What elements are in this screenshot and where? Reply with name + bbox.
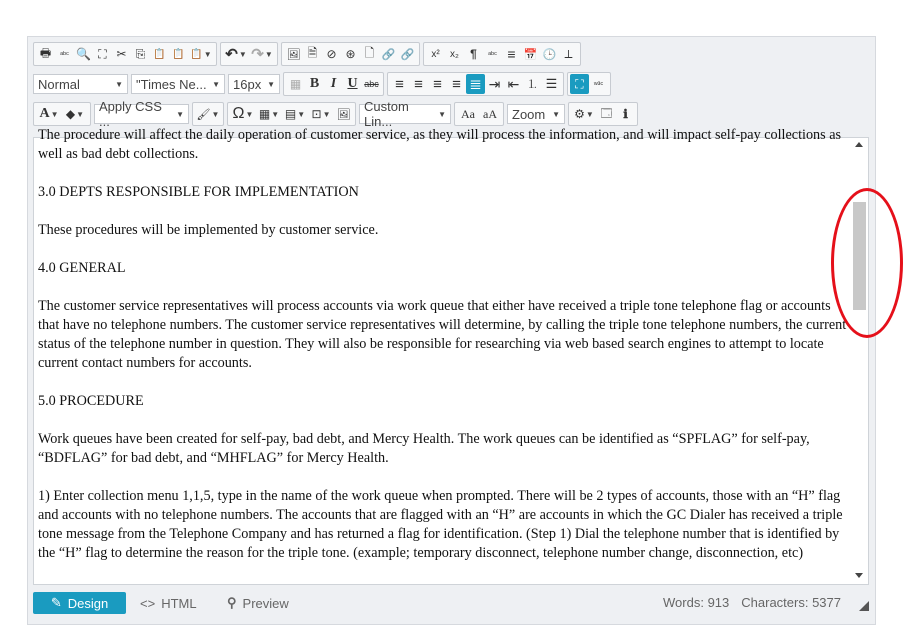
fore-color-icon[interactable] — [36, 104, 62, 124]
insert-image-icon[interactable]: 🖼 — [336, 108, 351, 121]
apply-css-value: Apply CSS ... — [99, 99, 162, 129]
redo-glyph: ↷ — [251, 46, 264, 63]
media-manager-icon[interactable]: ⊛ — [345, 47, 356, 61]
chevron-down-icon: ▼ — [297, 109, 306, 119]
bulleted-list-icon[interactable]: ☰ — [545, 76, 558, 91]
spelling-icon[interactable]: ᵃᵇᶜ — [488, 49, 497, 59]
design-mode-button[interactable] — [33, 592, 126, 614]
paragraph: The procedure will affect the daily operation of customer service, as they will process the information, and will impact self-pay collections as well as bad debt collections. — [38, 127, 842, 162]
custom-links-value: Custom Lin... — [364, 99, 409, 129]
select-element-glyph: ⊡ — [311, 107, 322, 121]
chevron-down-icon: ▼ — [585, 109, 594, 119]
toolbar-row-3 — [33, 101, 641, 127]
module-manager-glyph: ⚙ — [574, 107, 585, 121]
toolbar-group-clipboard — [33, 42, 217, 66]
scroll-up-arrow-icon[interactable] — [855, 142, 863, 147]
spellcheck-icon[interactable]: ᵃᵇᶜ — [60, 49, 69, 59]
chevron-down-icon: ▼ — [115, 79, 123, 89]
apply-css-select[interactable] — [94, 99, 189, 129]
chevron-down-icon: ▼ — [271, 109, 280, 119]
form-glyph: ▤ — [284, 107, 297, 121]
fore-color-glyph: A — [39, 106, 50, 121]
xhtml-validator-icon[interactable]: ʷ³ᶜ — [593, 79, 604, 89]
superscript-icon[interactable]: x² — [431, 48, 440, 60]
paragraph: The customer service representatives will process accounts via work queue that either have received a triple tone telephone flag or accounts that have no telephone numbers. The customer service representatives will determine, by calling the triple tone telephone numbers, the current status of the telephone number in question. They will also be responsible for researching via web based search engines to attempt to locate current contact numbers for accounts. — [38, 298, 847, 371]
paste-icon[interactable]: 📋 — [153, 48, 166, 60]
chevron-down-icon: ▼ — [203, 49, 212, 59]
paste-options-icon[interactable] — [188, 44, 214, 64]
rich-text-editor — [27, 36, 876, 625]
paste-plain-icon[interactable]: 📋 — [172, 48, 185, 60]
custom-links-select[interactable] — [359, 99, 451, 129]
link-manager-icon[interactable]: 🔗 — [381, 48, 396, 61]
toolbar-group-history — [220, 42, 278, 66]
section-heading: 5.0 PROCEDURE — [38, 393, 144, 409]
paragraph: 1) Enter collection menu 1,1,5, type in the name of the work queue when prompted. There will be 2 types of accounts, those with an “H” flag and accounts with no telephone numbers. The accounts that are flagged with an “H” are accounts in which the GC Dialer has received a triple tone message from the Telephone Company and has returned a flag for identification. (Step 1) Dial the telephone number that is identified by the “H” flag to determine the reason for the triple tone. (example; temporary disconnect, telephone number change, disconnection, etc) — [38, 488, 843, 561]
resize-handle-icon[interactable] — [859, 601, 869, 611]
toggle-borders-icon[interactable]: ⛶ — [570, 74, 589, 94]
select-all-icon[interactable]: ⛶ — [98, 46, 107, 61]
chevron-down-icon: ▼ — [176, 109, 184, 119]
font-size-select[interactable] — [228, 74, 280, 94]
select-element-icon[interactable] — [308, 104, 334, 124]
chevron-down-icon: ▼ — [267, 79, 275, 89]
scrollbar-highlight-annotation — [831, 188, 903, 338]
insert-time-icon[interactable]: 🕒 — [542, 48, 557, 61]
chevron-down-icon: ▼ — [212, 79, 220, 89]
italic-icon[interactable]: I — [330, 76, 337, 91]
table-icon[interactable] — [256, 104, 282, 124]
chevron-down-icon: ▼ — [238, 49, 247, 59]
outdent-icon[interactable]: ⇤ — [507, 75, 520, 92]
font-name-value: "Times Ne... — [136, 76, 207, 92]
format-block-value: Normal — [38, 76, 80, 92]
paragraph: Work queues have been created for self-pay, bad debt, and Mercy Health. The work queues can be identified as “SPFLAG” for self-pay, “BDFLAG” for bad debt, and “MHFLAG” for Mercy Health. — [38, 431, 810, 466]
toolbar-group-insert — [227, 102, 356, 126]
html-mode-label: HTML — [161, 595, 197, 611]
numbered-list-icon[interactable]: ⒈ — [527, 79, 538, 91]
toolbar-group-case — [454, 102, 504, 126]
editor-status-bar — [28, 587, 875, 619]
justify-active-icon[interactable]: ≣ — [466, 74, 485, 94]
paragraph: These procedures will be implemented by customer service. — [38, 222, 379, 238]
subscript-icon[interactable]: x₂ — [450, 48, 459, 60]
font-size-value: 16px — [233, 76, 262, 92]
page-properties-icon[interactable]: 🗔 — [600, 107, 613, 120]
scroll-down-arrow-icon[interactable] — [855, 573, 863, 578]
chevron-down-icon: ▼ — [50, 109, 59, 119]
align-right-icon[interactable]: ≡ — [433, 75, 442, 93]
chevron-down-icon: ▼ — [76, 109, 85, 119]
table-glyph: ▦ — [258, 107, 271, 121]
word-count: Words: 913 — [663, 595, 730, 610]
toolbar-row-1 — [33, 41, 584, 67]
bold-icon[interactable]: B — [309, 76, 320, 91]
font-size-decrease-icon[interactable]: Aa — [461, 106, 475, 121]
justify-icon[interactable]: ≡ — [452, 75, 461, 93]
strikethrough-icon[interactable]: abc — [364, 79, 379, 89]
preview-mode-label: Preview — [242, 595, 289, 611]
editor-content-area[interactable] — [33, 127, 869, 585]
template-manager-icon[interactable]: 🗋 — [364, 45, 375, 60]
font-name-select[interactable] — [131, 74, 225, 94]
document-manager-icon[interactable]: 🗎 — [307, 45, 318, 60]
find-icon[interactable]: 🔍 — [76, 47, 91, 61]
underline-icon[interactable]: U — [347, 76, 358, 91]
strikethrough-mark-icon[interactable]: ⟂ — [564, 46, 573, 61]
chevron-down-icon: ▼ — [322, 109, 331, 119]
toolbar-group-managers — [281, 42, 420, 66]
section-heading: 4.0 GENERAL — [38, 260, 126, 276]
toolbar-group-colors — [33, 102, 91, 126]
pencil-icon: ✎ — [50, 595, 62, 610]
back-color-glyph: ◆ — [65, 107, 76, 121]
design-mode-label: Design — [67, 595, 109, 611]
symbols-glyph: Ω — [232, 105, 245, 122]
redo-icon[interactable] — [249, 44, 275, 64]
flash-manager-icon[interactable]: ⊘ — [326, 47, 337, 61]
eraser-glyph: 🖌 — [196, 108, 211, 121]
chevron-down-icon: ▼ — [438, 109, 446, 119]
align-icon[interactable]: ≡ — [507, 46, 516, 62]
back-color-icon[interactable] — [62, 104, 88, 124]
insert-date-icon[interactable]: 📅 — [523, 48, 538, 61]
chevron-down-icon: ▼ — [211, 109, 220, 119]
zoom-value: Zoom — [512, 106, 546, 122]
magnifier-icon: ⚲ — [227, 595, 237, 610]
chevron-down-icon: ▼ — [552, 109, 560, 119]
align-center-icon[interactable]: ≡ — [414, 75, 423, 93]
preview-mode-button[interactable] — [227, 592, 289, 614]
toolbar-group-eraser — [192, 102, 224, 126]
undo-glyph: ↶ — [225, 46, 238, 63]
form-icon[interactable] — [282, 104, 308, 124]
indent-icon[interactable]: ⇥ — [488, 75, 501, 92]
character-count: Characters: 5377 — [741, 595, 841, 610]
toolbar-group-view — [567, 72, 611, 96]
font-size-increase-icon[interactable]: aA — [483, 106, 497, 121]
toolbar-group-misc — [423, 42, 581, 66]
code-icon: <> — [140, 595, 156, 611]
toolbar-group-text-format — [283, 72, 384, 96]
format-block-select[interactable] — [33, 74, 128, 94]
toolbar-group-alignment — [387, 72, 564, 96]
html-mode-button[interactable] — [140, 592, 197, 614]
chevron-down-icon: ▼ — [264, 49, 273, 59]
module-manager-icon[interactable] — [571, 104, 597, 124]
zoom-select[interactable] — [507, 104, 565, 124]
about-icon[interactable]: ℹ — [623, 107, 628, 121]
toolbar-group-tools — [568, 102, 638, 126]
format-painter-icon[interactable]: ▦ — [289, 77, 302, 91]
symbols-icon[interactable] — [230, 104, 256, 124]
paragraph-marks-icon[interactable]: ¶ — [470, 47, 477, 61]
chevron-down-icon: ▼ — [245, 109, 254, 119]
image-manager-icon[interactable]: 🖼 — [286, 48, 301, 61]
document-body[interactable] — [38, 126, 848, 582]
print-icon[interactable]: 🖶 — [39, 45, 52, 60]
remove-link-icon[interactable]: 🔗 — [400, 48, 415, 61]
align-left-icon[interactable]: ≡ — [395, 75, 404, 93]
paste-options-glyph: 📋 — [190, 48, 203, 60]
eraser-icon[interactable] — [195, 104, 221, 124]
toolbar-row-2 — [33, 71, 614, 97]
undo-icon[interactable] — [223, 44, 249, 64]
section-heading: 3.0 DEPTS RESPONSIBLE FOR IMPLEMENTATION — [38, 184, 359, 200]
copy-icon[interactable]: ⎘ — [135, 46, 146, 61]
cut-icon[interactable]: ✂ — [116, 47, 127, 61]
statistics — [651, 595, 841, 610]
